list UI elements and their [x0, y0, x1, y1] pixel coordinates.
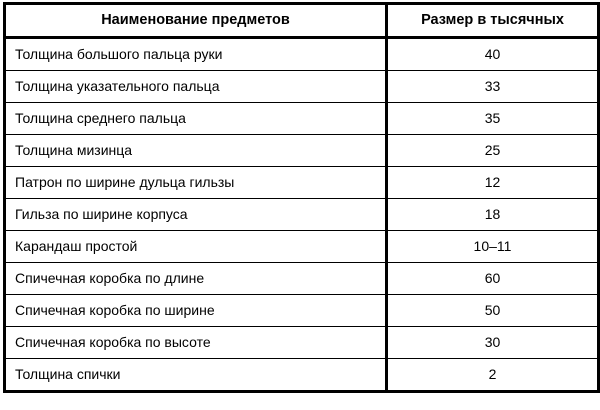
measurements-table	[3, 2, 600, 393]
cell-item-name: Спичечная коробка по длине	[5, 262, 387, 294]
table-row	[5, 70, 599, 102]
cell-item-value: 50	[387, 294, 599, 326]
cell-item-name: Толщина большого пальца руки	[5, 37, 387, 70]
column-header-value: Размер в тысячных	[387, 4, 599, 38]
cell-item-name: Гильза по ширине корпуса	[5, 198, 387, 230]
cell-item-value: 33	[387, 70, 599, 102]
table-row	[5, 37, 599, 70]
cell-item-value: 12	[387, 166, 599, 198]
cell-item-value: 30	[387, 326, 599, 358]
column-header-name: Наименование предметов	[5, 4, 387, 38]
table-row	[5, 198, 599, 230]
cell-item-value: 60	[387, 262, 599, 294]
table-row	[5, 166, 599, 198]
cell-item-name: Спичечная коробка по высоте	[5, 326, 387, 358]
table-body	[5, 37, 599, 391]
cell-item-name: Толщина среднего пальца	[5, 102, 387, 134]
cell-item-value: 18	[387, 198, 599, 230]
cell-item-value: 25	[387, 134, 599, 166]
table-row	[5, 134, 599, 166]
table-row	[5, 230, 599, 262]
cell-item-name: Толщина указательного пальца	[5, 70, 387, 102]
cell-item-value: 35	[387, 102, 599, 134]
table-header-row	[5, 4, 599, 38]
table-row	[5, 358, 599, 391]
cell-item-value: 40	[484, 46, 501, 63]
cell-item-name: Карандаш простой	[5, 230, 387, 262]
cell-item-value: 10–11	[387, 230, 599, 262]
table-row	[5, 262, 599, 294]
cell-item-name: Толщина спички	[5, 358, 387, 391]
table-row	[5, 326, 599, 358]
cell-item-name: Патрон по ширине дульца гильзы	[5, 166, 387, 198]
cell-item-name: Спичечная коробка по ширине	[5, 294, 387, 326]
table-row	[5, 294, 599, 326]
cell-item-value: 2	[387, 358, 599, 391]
table-header	[5, 4, 599, 38]
table-row	[5, 102, 599, 134]
cell-item-name: Толщина мизинца	[5, 134, 387, 166]
